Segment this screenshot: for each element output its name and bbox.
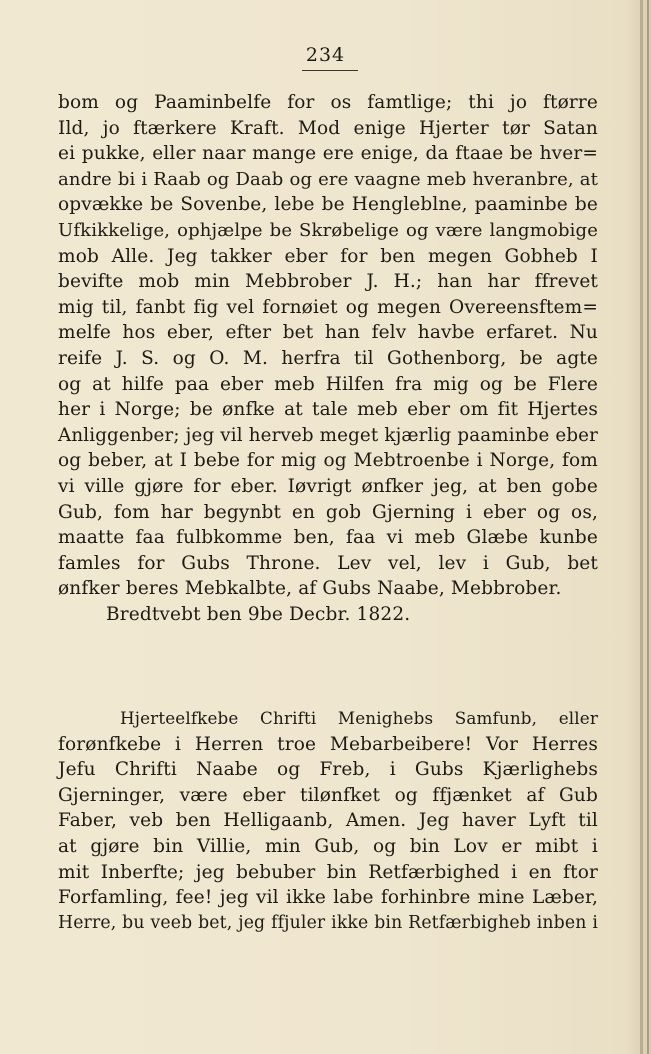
text-line: mig til, fanbt fig vel fornøiet og megen Overeensftem= [58,296,598,318]
text-line: og at hilfe paa eber meb Hilfen fra mig og be Flere [58,373,598,395]
text-line: famles for Gubs Throne. Lev vel, lev i Gub, bet [58,552,598,574]
text-line: Herre, bu veeb bet, jeg ffjuler ikke bin Retfærbigheb inben i [58,912,598,933]
text-line: mob Alle. Jeg takker eber for ben megen Gobheb I [58,245,598,267]
text-line: mit Inberfte; jeg bebuber bin Retfærbighed i en ftor [58,861,598,883]
text-line: bevifte mob min Mebbrober J. H.; han har ffrevet [58,271,598,293]
text-line: forønfkebe i Herren troe Mebarbeibere! Vor Herres [58,733,598,755]
page-edge-shadow-outer [647,0,649,1054]
text-line: Gub, fom har begynbt en gob Gjerning i eber og os, [58,501,598,523]
text-line: Gjerninger, være eber tilønfket og ffjænket af Gub [58,784,598,806]
page-edge-shadow [640,0,643,1054]
text-line: maatte faa fulbkomme ben, faa vi meb Glæbe kunbe [58,527,598,549]
text-line: Faber, veb ben Helligaanb, Amen. Jeg haver Lyft til [58,810,598,832]
letter-dateline: Bredtvebt ben 9be Decbr. 1822. [106,603,411,625]
text-line: Anliggenber; jeg vil herveb meget kjærlig paaminbe eber [58,424,598,446]
text-line: Jefu Chrifti Naabe og Freb, i Gubs Kjærlighebs [58,759,598,781]
page-number-rule [302,70,358,71]
page-number: 234 [305,44,346,66]
text-line: reife J. S. og O. M. herfra til Gothenborg, be agte [58,347,598,369]
text-line: vi ville gjøre for eber. Iøvrigt ønfker jeg, at ben gobe [58,475,598,497]
letter-paragraph-1 [58,90,598,627]
text-line: opvække be Sovenbe, lebe be Hengleblne, paaminbe be [58,194,598,216]
text-line: andre bi i Raab og Daab og ere vaagne meb hveranbre, at [58,168,598,190]
text-line: ei pukke, eller naar mange ere enige, da ftaae be hver= [58,143,598,165]
text-line: ønfker beres Mebkalbte, af Gubs Naabe, Mebbrober. [58,578,562,600]
text-line: bom og Paaminbelfe for os famtlige; thi jo ftørre [58,92,598,113]
text-line: Ufkikkelige, ophjælpe be Skrøbelige og være langmobige [58,219,598,241]
text-line: melfe hos eber, efter bet han felv havbe erfaret. Nu [58,322,598,344]
text-line: at gjøre bin Villie, min Gub, og bin Lov er mibt i [58,835,598,857]
text-line: og beber, at I bebe for mig og Mebtroenbe i Norge, fom [58,450,598,472]
text-line: Hjerteelfkebe Chrifti Menighebs Samfunb, eller [120,708,598,728]
text-line: her i Norge; be ønfke at tale meb eber om fit Hjertes [58,399,598,421]
letter-paragraph-2 [58,706,598,936]
text-line: Forfamling, fee! jeg vil ikke labe forhinbre mine Læber, [58,887,598,909]
text-line: Ild, jo ftærkere Kraft. Mod enige Hjerter tør Satan [58,117,598,139]
